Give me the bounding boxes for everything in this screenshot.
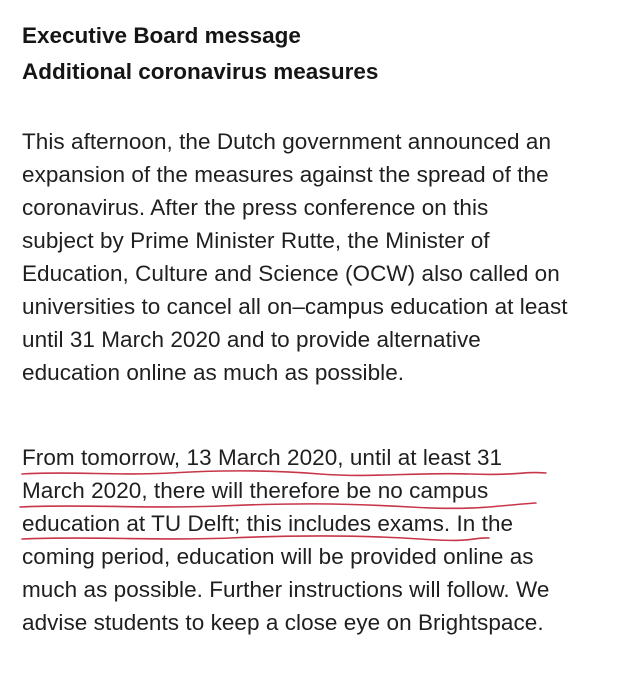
paragraph-line: much as possible. Further instructions will follow. We	[22, 577, 550, 602]
paragraph-line: education at TU Delft; this includes exams. In the	[22, 511, 514, 536]
paragraph-announcement	[22, 125, 632, 389]
message-title: Executive Board message	[22, 23, 301, 48]
paragraph-line: expansion of the measures against the spread of the	[22, 162, 549, 187]
paragraph-line: coming period, education will be provided online as	[22, 544, 534, 569]
paragraph-line: This afternoon, the Dutch government announced an	[22, 129, 552, 154]
paragraph-campus-closure	[22, 441, 632, 639]
paragraph-line: advise students to keep a close eye on Brightspace.	[22, 610, 544, 635]
paragraph-line: From tomorrow, 13 March 2020, until at least 31	[22, 445, 503, 470]
paragraph-line: education online as much as possible.	[22, 360, 405, 385]
paragraph-line: subject by Prime Minister Rutte, the Minister of	[22, 228, 490, 253]
paragraph-line: until 31 March 2020 and to provide alternative	[22, 327, 481, 352]
message-header	[22, 18, 622, 90]
paragraph-line: Education, Culture and Science (OCW) also called on	[22, 261, 560, 286]
paragraph-line: March 2020, there will therefore be no campus	[22, 478, 489, 503]
paragraph-line: coronavirus. After the press conference on this	[22, 195, 489, 220]
paragraph-line: universities to cancel all on–campus education at least	[22, 294, 568, 319]
message-subtitle: Additional coronavirus measures	[22, 59, 379, 84]
